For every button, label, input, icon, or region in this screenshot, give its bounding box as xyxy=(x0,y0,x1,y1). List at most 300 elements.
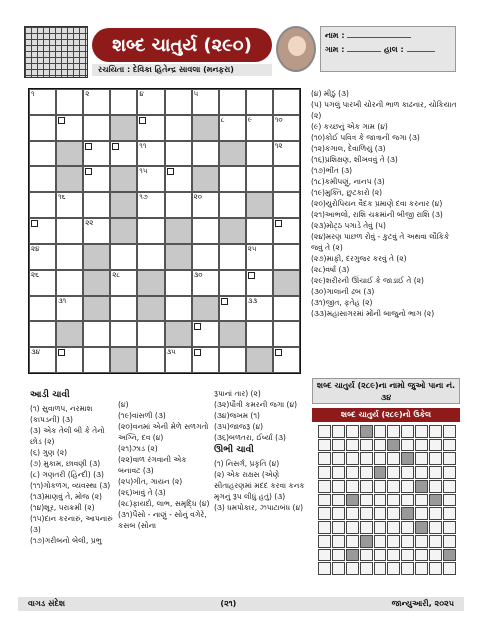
solution-cell xyxy=(415,535,428,548)
clue-number: ૮ xyxy=(220,115,225,124)
solution-cell xyxy=(360,494,373,507)
solution-cell xyxy=(429,549,442,562)
clue-8: (૧૪)શૂર, પરાક્રમી (૨) xyxy=(30,503,95,512)
grid-cell[interactable] xyxy=(137,89,164,115)
solution-cell xyxy=(387,480,400,493)
grid-cell[interactable] xyxy=(165,89,192,115)
clue-number: ૧૭ xyxy=(139,193,148,202)
down-clue-11: (૨૧)આભલો, રાશિ ચક્રમાંની બીજી રાશિ (૩) xyxy=(311,210,443,219)
solution-cell xyxy=(360,480,373,493)
grid-cell[interactable] xyxy=(110,296,137,322)
grid-block xyxy=(56,166,83,192)
grid-cell[interactable] xyxy=(219,115,246,141)
number-box xyxy=(85,143,92,150)
down-clue-2: (૨) એક રાક્ષસ (એણે સીતાહરણમાં મદદ કરવા કનક મૃગનું રૂપ લીધું હતું) (૩) xyxy=(214,470,305,501)
name-label: નામ : xyxy=(325,31,345,40)
grid-cell[interactable] xyxy=(273,192,300,218)
solution-cell xyxy=(346,535,359,548)
clue-number: ૨૪ xyxy=(31,244,40,253)
solution-cell xyxy=(346,425,359,438)
solution-block xyxy=(360,535,373,548)
solution-cell xyxy=(387,562,400,575)
grid-cell[interactable] xyxy=(246,166,273,192)
grid-cell[interactable] xyxy=(29,270,56,296)
number-box xyxy=(58,349,65,356)
clue-5: (૮) ગણતરી (હિન્દી) (૩) xyxy=(30,470,104,479)
grid-block xyxy=(246,347,273,373)
grid-block xyxy=(110,192,137,218)
answer-note: શબ્દ ચાતુર્ય (૨૮૯)ના નામો જુઓ પાના નં. ૩૪ xyxy=(312,378,460,404)
grid-cell[interactable] xyxy=(110,270,137,296)
grid-block xyxy=(192,296,219,322)
solution-cell xyxy=(374,562,387,575)
clue-2: (૩) એક તેલી બી કે તેનો છોડ (૨) xyxy=(30,426,105,446)
footer-publication: વાગડ સંદેશ xyxy=(28,599,66,608)
clue-1: રૂપાનાં તાર) (૨) xyxy=(214,389,261,398)
solution-cell xyxy=(443,507,456,520)
solution-cell xyxy=(318,452,331,465)
grid-cell[interactable] xyxy=(192,218,219,244)
clue-number: ૧૧ xyxy=(139,141,147,150)
across-heading: આડી ચાવી xyxy=(30,390,70,400)
down-clue-2: (૫) પગલું પારખી ચોરની ભાળ કાઢનાર, ચોકિયાત (૨) xyxy=(311,100,457,120)
grid-cell[interactable] xyxy=(246,218,273,244)
solution-cell xyxy=(429,425,442,438)
solution-cell xyxy=(443,439,456,452)
down-clue-3: (૯) કચ્છનું એક ગામ (૪) xyxy=(311,122,388,131)
grid-cell[interactable] xyxy=(29,115,56,141)
clue-1: (૪) xyxy=(118,400,129,409)
grid-cell[interactable] xyxy=(165,296,192,322)
number-box xyxy=(248,272,255,279)
down-clue-5: (૧૨)કંગાલ, દેવાળિયું (૩) xyxy=(311,144,386,153)
solution-cell xyxy=(346,466,359,479)
clue-number: ૫ xyxy=(193,90,199,98)
grid-cell[interactable] xyxy=(165,141,192,167)
solution-cell xyxy=(387,494,400,507)
grid-block xyxy=(110,347,137,373)
footer-page-number: (૨૧) xyxy=(220,599,237,608)
grid-block xyxy=(165,244,192,270)
grid-cell[interactable] xyxy=(56,244,83,270)
number-box xyxy=(275,349,282,356)
grid-cell[interactable] xyxy=(246,115,273,141)
down-clue-6: (૧૬)પ્રશિક્ષણ, શીખવવું તે (૩) xyxy=(311,155,398,164)
solution-cell xyxy=(387,549,400,562)
solution-cell xyxy=(374,535,387,548)
crossword-pattern-graphic xyxy=(24,26,88,78)
solution-cell xyxy=(415,549,428,562)
solution-cell xyxy=(429,521,442,534)
grid-cell[interactable] xyxy=(110,89,137,115)
solution-cell xyxy=(360,562,373,575)
solution-cell xyxy=(360,452,373,465)
solution-cell xyxy=(429,480,442,493)
grid-cell[interactable] xyxy=(56,270,83,296)
solution-cell xyxy=(346,507,359,520)
solution-cell xyxy=(429,452,442,465)
grid-cell[interactable] xyxy=(83,141,110,167)
grid-cell[interactable] xyxy=(110,321,137,347)
grid-cell[interactable] xyxy=(110,141,137,167)
clue-5: (૨૨)વાળ રંગવાની એક બનાવટ (૩) xyxy=(118,455,187,475)
grid-cell[interactable] xyxy=(137,244,164,270)
down-clue-12: (૨૩)મોટ્ઠ પગાડે તેવું (પ) xyxy=(311,221,386,230)
solution-cell xyxy=(401,439,414,452)
grid-cell[interactable] xyxy=(246,296,273,322)
name-line[interactable] xyxy=(347,29,411,38)
grid-cell[interactable] xyxy=(192,321,219,347)
down-clue-8: (૧૮)કમીપણું, નાનપ (૩) xyxy=(311,177,385,186)
grid-cell[interactable] xyxy=(192,244,219,270)
grid-cell[interactable] xyxy=(56,192,83,218)
grid-block xyxy=(165,218,192,244)
grid-cell[interactable] xyxy=(137,321,164,347)
number-box xyxy=(275,220,282,227)
solution-cell xyxy=(443,480,456,493)
solution-cell xyxy=(401,549,414,562)
solution-cell xyxy=(387,521,400,534)
solution-cell xyxy=(387,507,400,520)
solution-block xyxy=(346,494,359,507)
clue-number: ૨ xyxy=(85,90,90,98)
solution-cell xyxy=(360,521,373,534)
grid-cell[interactable] xyxy=(83,347,110,373)
clue-number: ૧ xyxy=(31,90,35,98)
solution-block xyxy=(360,425,373,438)
solution-cell xyxy=(318,439,331,452)
grid-cell[interactable] xyxy=(29,296,56,322)
solution-cell xyxy=(443,425,456,438)
solution-cell xyxy=(332,549,345,562)
grid-cell[interactable] xyxy=(273,244,300,270)
solution-cell xyxy=(401,521,414,534)
solution-block xyxy=(415,521,428,534)
solution-title: શબ્દ ચાતુર્ય (૨૮૯)નો ઉકેલ xyxy=(312,408,460,422)
grid-cell[interactable] xyxy=(246,89,273,115)
author-photo xyxy=(276,26,316,72)
grid-block xyxy=(137,296,164,322)
solution-cell xyxy=(415,439,428,452)
grid-block xyxy=(219,218,246,244)
solution-cell xyxy=(332,439,345,452)
solution-cell xyxy=(318,562,331,575)
grid-cell[interactable] xyxy=(83,321,110,347)
solution-cell xyxy=(415,507,428,520)
clue-3: (૨૦)વનમાં એની મેળે સળગતો અગ્નિ, દવ (૪) xyxy=(118,422,209,442)
grid-block xyxy=(83,296,110,322)
grid-cell[interactable] xyxy=(137,218,164,244)
grid-cell[interactable] xyxy=(246,244,273,270)
solution-cell xyxy=(415,452,428,465)
down-clue-9: (૧૯)મુક્તિ, છુટકારો (૨) xyxy=(311,188,383,197)
down-clues-continued xyxy=(311,88,461,319)
grid-cell[interactable] xyxy=(273,296,300,322)
across-clues-col2 xyxy=(118,399,210,531)
clue-number: ૩૫ xyxy=(166,348,176,357)
grid-cell[interactable] xyxy=(29,89,56,115)
solution-cell xyxy=(401,466,414,479)
solution-cell xyxy=(332,425,345,438)
mobile-line[interactable] xyxy=(407,43,435,52)
grid-cell[interactable] xyxy=(56,296,83,322)
solution-cell xyxy=(332,466,345,479)
grid-block xyxy=(137,270,164,296)
grid-block xyxy=(110,115,137,141)
solution-block xyxy=(346,549,359,562)
solution-cell xyxy=(443,494,456,507)
clue-8: (૨૮)ફાયદો, લાભ, સમૃદ્ધિ (૪) xyxy=(118,499,210,508)
down-clue-13: (૨૪)મરણ પાછળ રોવું - કુટવું તે અથવા લૌકિકે જવું તે (૨) xyxy=(311,232,450,252)
across-clues-col3 xyxy=(214,388,306,513)
village-line[interactable] xyxy=(347,43,381,52)
grid-cell[interactable] xyxy=(246,141,273,167)
across-clues-col1 xyxy=(30,388,115,546)
down-clue-3: (૩) ધમપોકાર, ઝપાટાબંધ (૪) xyxy=(214,503,304,512)
clue-number: ૨૦ xyxy=(193,193,202,202)
grid-block xyxy=(192,166,219,192)
solution-cell xyxy=(415,466,428,479)
clue-3: (૬) ગુણ (૨) xyxy=(30,448,68,457)
number-box xyxy=(194,349,201,356)
solution-cell xyxy=(374,494,387,507)
grid-cell[interactable] xyxy=(110,244,137,270)
solution-cell xyxy=(429,562,442,575)
clue-3: (૩૪)જખમ (૧) xyxy=(214,411,260,420)
grid-block xyxy=(246,192,273,218)
grid-block xyxy=(165,321,192,347)
grid-block xyxy=(83,270,110,296)
clue-number: ૨૫ xyxy=(247,244,257,253)
number-box xyxy=(85,168,92,175)
solution-cell xyxy=(332,507,345,520)
grid-cell[interactable] xyxy=(56,218,83,244)
solution-block xyxy=(401,507,414,520)
solution-cell xyxy=(443,562,456,575)
clue-9: (૧૫)દાન કરનારું, આપનારું (૩) xyxy=(30,514,113,534)
grid-cell[interactable] xyxy=(83,89,110,115)
solution-cell xyxy=(374,425,387,438)
clue-number: ૯ xyxy=(247,115,252,124)
down-heading: ઊભી ચાવી xyxy=(214,445,254,455)
grid-cell[interactable] xyxy=(165,192,192,218)
number-box xyxy=(221,298,228,305)
grid-block xyxy=(273,270,300,296)
solution-cell xyxy=(387,425,400,438)
solution-cell xyxy=(318,521,331,534)
number-box xyxy=(167,168,174,175)
clue-number: ૧૨ xyxy=(274,141,283,150)
grid-cell[interactable] xyxy=(83,218,110,244)
clue-6: (૧૧)ગોકળગ, વ્યવસ્થા (૩) xyxy=(30,481,111,490)
solution-cell xyxy=(401,494,414,507)
grid-block xyxy=(192,115,219,141)
down-clue-14: (૨૭)માફી, દરગુજર કરવું તે (૨) xyxy=(311,254,407,263)
clue-7: (૧૩)માણવું તે, મોજ (૨) xyxy=(30,492,102,501)
grid-cell[interactable] xyxy=(246,321,273,347)
entry-form xyxy=(320,26,456,72)
down-clue-18: (૩૧)જીત, ફતેહ (૨) xyxy=(311,298,373,307)
grid-cell[interactable] xyxy=(137,192,164,218)
grid-cell[interactable] xyxy=(273,141,300,167)
clue-number: ૪ xyxy=(139,90,144,98)
header xyxy=(24,26,456,78)
grid-cell[interactable] xyxy=(56,347,83,373)
clue-4: (૨૧)ઝાડ (૨) xyxy=(118,444,158,453)
grid-cell[interactable] xyxy=(83,192,110,218)
solution-cell xyxy=(443,452,456,465)
grid-cell[interactable] xyxy=(273,89,300,115)
grid-cell[interactable] xyxy=(165,166,192,192)
grid-cell[interactable] xyxy=(219,89,246,115)
number-box xyxy=(31,220,38,227)
grid-cell[interactable] xyxy=(273,115,300,141)
crossword-grid xyxy=(28,88,301,374)
clue-number: ૨૨ xyxy=(85,219,94,228)
clue-4: (૩૫)જાજરૂ (૪) xyxy=(214,422,264,431)
grid-cell[interactable] xyxy=(137,347,164,373)
solution-cell xyxy=(374,439,387,452)
clue-1: (૧) સુવાળપ, નરમાશ (કાપડની) (૩) xyxy=(30,404,93,424)
page-footer xyxy=(18,597,464,611)
solution-cell xyxy=(346,562,359,575)
grid-cell[interactable] xyxy=(29,347,56,373)
mobile-label: હાલ : xyxy=(384,45,404,54)
grid-cell[interactable] xyxy=(137,141,164,167)
solution-cell xyxy=(443,466,456,479)
down-clue-10: (૨૦)યુરોપિયન વૈદક પ્રમાણે દવા કરનાર (૪) xyxy=(311,199,443,208)
clue-number: ૨૮ xyxy=(112,270,121,279)
clue-2: (૧૯)વાંસળી (૩) xyxy=(118,411,166,420)
grid-cell[interactable] xyxy=(56,115,83,141)
grid-cell[interactable] xyxy=(29,141,56,167)
clue-number: ૨૬ xyxy=(31,270,40,279)
solution-cell xyxy=(332,521,345,534)
grid-cell[interactable] xyxy=(273,166,300,192)
solution-block xyxy=(374,466,387,479)
solution-cell xyxy=(415,562,428,575)
grid-cell[interactable] xyxy=(83,115,110,141)
down-clue-19: (૩૩)મહાસાગરમાં મોંની બાજુનો ભાગ (૨) xyxy=(311,309,435,318)
solution-block xyxy=(443,549,456,562)
solution-cell xyxy=(429,466,442,479)
solution-cell xyxy=(332,494,345,507)
down-clue-15: (૨૮)વર્ષા (૩) xyxy=(311,265,350,274)
grid-cell[interactable] xyxy=(219,296,246,322)
solution-block xyxy=(415,480,428,493)
grid-cell[interactable] xyxy=(192,270,219,296)
solution-cell xyxy=(346,480,359,493)
grid-cell[interactable] xyxy=(246,270,273,296)
previous-solution-grid xyxy=(318,425,456,575)
grid-cell[interactable] xyxy=(192,192,219,218)
solution-cell xyxy=(360,466,373,479)
solution-cell xyxy=(443,535,456,548)
number-box xyxy=(194,323,201,330)
grid-cell[interactable] xyxy=(165,115,192,141)
grid-cell[interactable] xyxy=(56,89,83,115)
solution-cell xyxy=(318,425,331,438)
grid-cell[interactable] xyxy=(219,347,246,373)
grid-cell[interactable] xyxy=(137,115,164,141)
solution-cell xyxy=(332,535,345,548)
solution-cell xyxy=(429,439,442,452)
grid-cell[interactable] xyxy=(29,244,56,270)
solution-cell xyxy=(346,452,359,465)
solution-block xyxy=(387,439,400,452)
solution-cell xyxy=(318,535,331,548)
grid-cell[interactable] xyxy=(273,347,300,373)
clue-7: (૨૬)ખાવું તે (૩) xyxy=(118,488,166,497)
solution-cell xyxy=(415,494,428,507)
grid-cell[interactable] xyxy=(192,347,219,373)
solution-cell xyxy=(429,535,442,548)
clue-10: (૧૭)ગરીબનો બેલી, પ્રભુ xyxy=(30,536,102,545)
grid-cell[interactable] xyxy=(273,218,300,244)
clue-2: (૩૨)પૌત્રી કમરની જગા (૪) xyxy=(214,400,298,409)
solution-cell xyxy=(401,535,414,548)
solution-cell xyxy=(374,549,387,562)
down-clue-1: (૪) મીઠું (૩) xyxy=(311,89,349,98)
solution-cell xyxy=(401,480,414,493)
grid-cell[interactable] xyxy=(83,166,110,192)
number-box xyxy=(112,143,119,150)
clue-number: ૩૦ xyxy=(193,270,203,279)
grid-cell[interactable] xyxy=(219,192,246,218)
solution-cell xyxy=(401,425,414,438)
solution-cell xyxy=(346,439,359,452)
solution-block xyxy=(401,452,414,465)
number-box xyxy=(58,117,65,124)
down-clue-17: (૩૦)ગાલાની ઢબ (૩) xyxy=(311,287,375,296)
grid-cell[interactable] xyxy=(165,270,192,296)
solution-cell xyxy=(332,562,345,575)
grid-cell[interactable] xyxy=(29,192,56,218)
solution-cell xyxy=(318,494,331,507)
grid-cell[interactable] xyxy=(192,89,219,115)
clue-4: (૭) મુકામ, છાવણી (૩) xyxy=(30,459,101,468)
solution-cell xyxy=(360,507,373,520)
solution-cell xyxy=(415,425,428,438)
clue-number: ૧૬ xyxy=(58,193,66,202)
clue-5: (૩૬)બળતરા, ઈર્ષ્યા (૩) xyxy=(214,433,286,442)
clue-6: (૨૫)ગીત, ગાયન (૨) xyxy=(118,477,183,486)
grid-cell[interactable] xyxy=(219,244,246,270)
footer-date: જાન્યુઆરી, ૨૦૨૫ xyxy=(391,599,454,608)
grid-block xyxy=(56,321,83,347)
grid-block xyxy=(83,244,110,270)
solution-cell xyxy=(332,480,345,493)
grid-cell[interactable] xyxy=(219,270,246,296)
grid-block xyxy=(56,141,83,167)
grid-cell[interactable] xyxy=(29,218,56,244)
grid-cell[interactable] xyxy=(29,166,56,192)
grid-cell[interactable] xyxy=(137,166,164,192)
solution-cell xyxy=(318,507,331,520)
grid-cell[interactable] xyxy=(192,141,219,167)
down-clue-16: (૨૯)શરીરની ઊંચાઈ કે જાડાઈ તે (૨) xyxy=(311,276,424,285)
grid-cell[interactable] xyxy=(165,347,192,373)
grid-cell[interactable] xyxy=(273,321,300,347)
solution-cell xyxy=(318,549,331,562)
grid-cell[interactable] xyxy=(219,166,246,192)
clue-number: ૩૪ xyxy=(31,348,41,357)
solution-cell xyxy=(429,507,442,520)
solution-cell xyxy=(387,452,400,465)
grid-cell[interactable] xyxy=(29,321,56,347)
down-clue-4: (૧૦)કોઈ પવિત્ર કે જાત્રાની જગા (૩) xyxy=(311,133,420,142)
clue-number: ૧૦ xyxy=(274,115,283,124)
